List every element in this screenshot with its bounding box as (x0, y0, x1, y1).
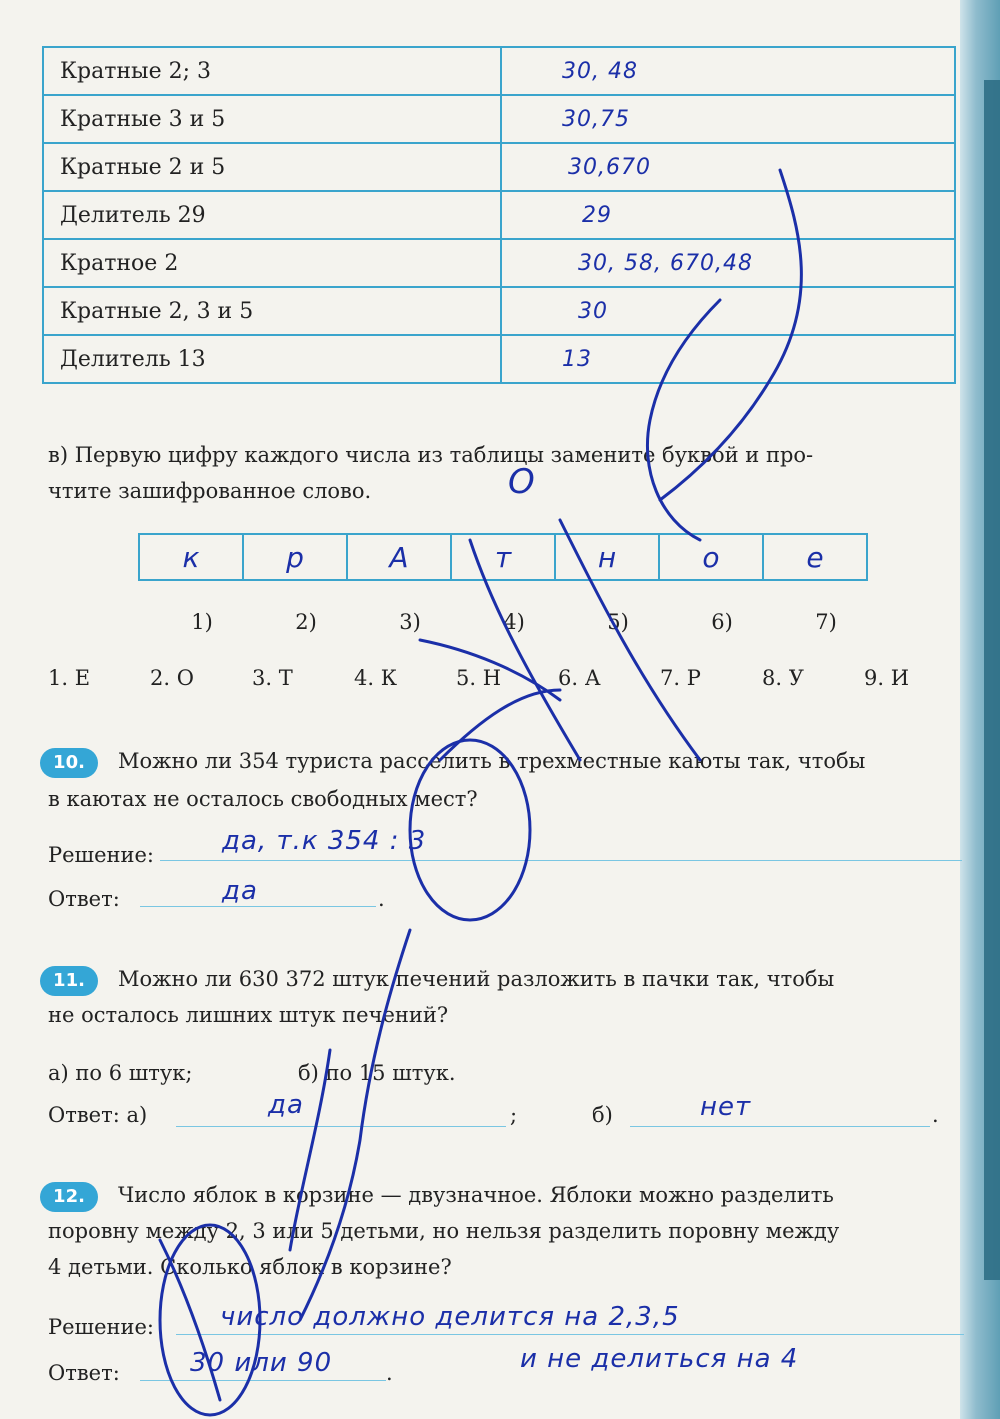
task-10-answer-end: . (378, 887, 385, 911)
task-12-answer-hw: 30 или 90 (190, 1348, 333, 1378)
task-11-badge: 11. (40, 966, 98, 996)
task-10-answer-label: Ответ: (48, 887, 120, 911)
cipher-cell: к (139, 534, 243, 580)
cipher-cell: А (347, 534, 451, 580)
pen-stroke (440, 690, 560, 760)
pen-stroke (290, 1050, 330, 1250)
pen-stroke (470, 540, 580, 760)
task-11-sep: ; (510, 1103, 518, 1127)
task-10-badge: 10. (40, 748, 98, 778)
task-12-solution-hw-1: число должно делится на 2,3,5 (220, 1302, 680, 1332)
pen-circle (410, 740, 530, 920)
table-row: Кратные 2; 3 30, 48 (43, 47, 955, 95)
handwritten-o: О (508, 462, 536, 502)
part-v-text-1: в) Первую цифру каждого числа из таблицы замените буквой и про- (48, 443, 814, 467)
cipher-cell: р (243, 534, 347, 580)
pen-circle (160, 1225, 260, 1415)
table-row: Кратные 2, 3 и 5 30 (43, 287, 955, 335)
task-10-answer-hw: да (222, 876, 258, 906)
pen-stroke (660, 170, 801, 500)
task-10-text-2: в каютах не осталось свободных мест? (48, 787, 478, 811)
task-12-solution-label: Решение: (48, 1315, 155, 1339)
pen-stroke (647, 300, 720, 540)
cipher-cell: т (451, 534, 555, 580)
task-11-b-label: б) (592, 1103, 613, 1127)
task-12-badge: 12. (40, 1182, 98, 1212)
task-11-end: . (932, 1103, 939, 1127)
task-10-solution-label: Решение: (48, 843, 155, 867)
cipher-cell: о (659, 534, 763, 580)
task-10-solution-hw: да, т.к 354 : 3 (222, 826, 427, 856)
task-11-option-b: б) по 15 штук. (298, 1061, 456, 1085)
task-12-answer-end: . (386, 1361, 393, 1385)
cipher-cell: н (555, 534, 659, 580)
table-row: Кратные 2 и 5 30,670 (43, 143, 955, 191)
cipher-cell: е (763, 534, 867, 580)
task-12-text-2: поровну между 2, 3 или 5 детьми, но нельзя разделить поровну между (48, 1219, 840, 1243)
task-11-text-2: не осталось лишних штук печений? (48, 1003, 449, 1027)
task-12-solution-hw-2: и не делиться на 4 (520, 1344, 799, 1374)
table-row: Делитель 29 29 (43, 191, 955, 239)
task-11-option-a: а) по 6 штук; (48, 1061, 193, 1085)
table-row: Кратное 2 30, 58, 670,48 (43, 239, 955, 287)
table-row: Кратные 3 и 5 30,75 (43, 95, 955, 143)
task-12-text-1: Число яблок в корзине — двузначное. Яблоки можно разделить (118, 1183, 834, 1207)
task-11-answer-b-hw: нет (700, 1092, 752, 1122)
cipher-cell-numbers: 1) 2) 3) 4) 5) 6) 7) (191, 610, 837, 634)
task-12-answer-label: Ответ: (48, 1361, 120, 1385)
pen-stroke (560, 520, 700, 760)
cipher-legend: 1. Е 2. О 3. Т 4. К 5. Н 6. А 7. Р 8. У 9. И (48, 666, 910, 690)
task-10-text-1: Можно ли 354 туриста расселить в трехместные каюты так, чтобы (118, 749, 866, 773)
task-11-answer-a-hw: да (268, 1090, 304, 1120)
task-11-answer-label: Ответ: а) (48, 1103, 148, 1127)
table-row: Делитель 13 13 (43, 335, 955, 383)
part-v-text-2: чтите зашифрованное слово. (48, 479, 372, 503)
task-12-text-3: 4 детьми. Сколько яблок в корзине? (48, 1255, 452, 1279)
task-11-text-1: Можно ли 630 372 штук печений разложить в пачки так, чтобы (118, 967, 835, 991)
